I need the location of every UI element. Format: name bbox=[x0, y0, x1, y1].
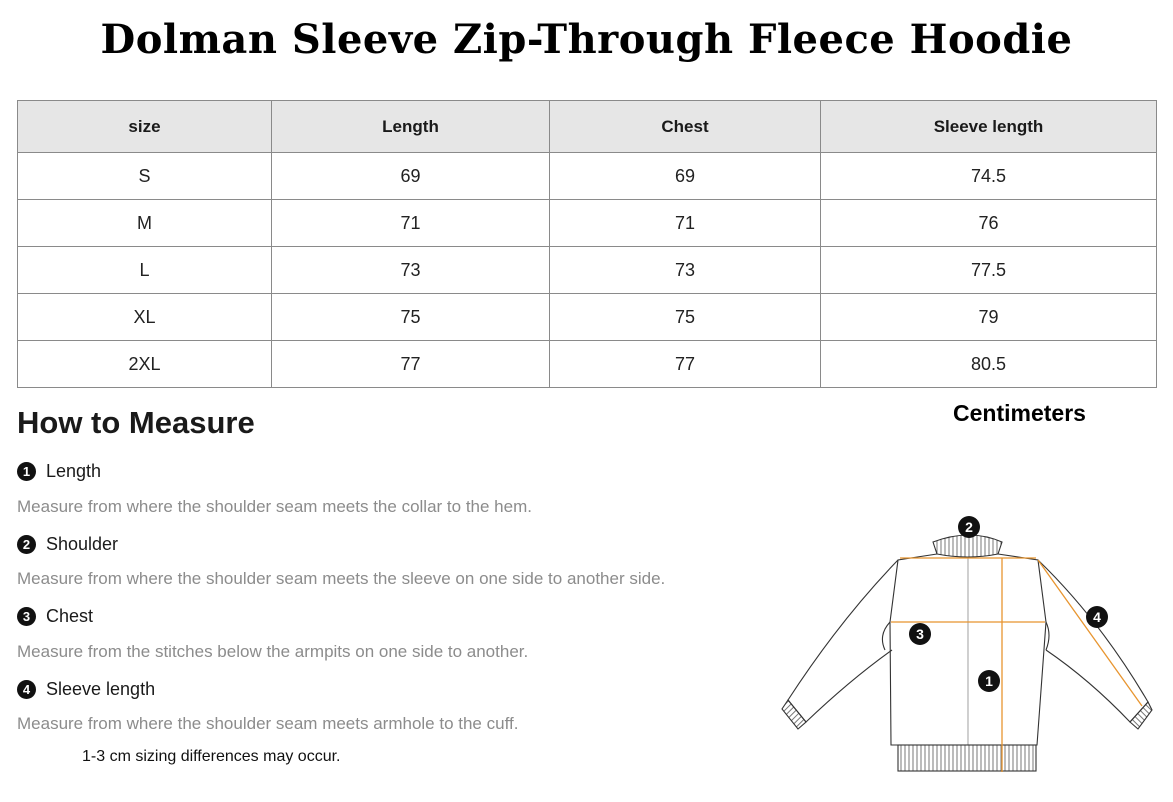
number-2-icon: 2 bbox=[17, 535, 36, 554]
table-header-row bbox=[18, 101, 1157, 153]
measure-description: Measure from where the shoulder seam meets armhole to the cuff. bbox=[17, 714, 519, 733]
header-size: size bbox=[18, 101, 272, 153]
cell-chest: 73 bbox=[550, 247, 821, 294]
cell-chest: 69 bbox=[550, 153, 821, 200]
cell-size: L bbox=[18, 247, 272, 294]
number-4-icon: 4 bbox=[17, 680, 36, 699]
table-row bbox=[18, 153, 1157, 200]
measure-label: Chest bbox=[46, 605, 94, 626]
cell-size: 2XL bbox=[18, 341, 272, 388]
measure-item-chest bbox=[17, 605, 93, 627]
marker-1-icon bbox=[978, 670, 1000, 692]
header-chest: Chest bbox=[550, 101, 821, 153]
hoodie-diagram bbox=[780, 510, 1160, 780]
units-label: Centimeters bbox=[953, 400, 1086, 426]
svg-text:1: 1 bbox=[985, 673, 993, 689]
measure-label: Sleeve length bbox=[46, 678, 156, 699]
hoodie-outline bbox=[788, 535, 1148, 745]
cell-sleeve-length: 77.5 bbox=[821, 247, 1157, 294]
hem-ribbing bbox=[898, 745, 1036, 771]
sizing-note: 1-3 cm sizing differences may occur. bbox=[82, 748, 341, 765]
cell-chest: 77 bbox=[550, 341, 821, 388]
table-row bbox=[18, 294, 1157, 341]
header-length: Length bbox=[272, 101, 550, 153]
cell-chest: 75 bbox=[550, 294, 821, 341]
svg-text:2: 2 bbox=[965, 519, 973, 535]
how-to-measure-heading: How to Measure bbox=[17, 405, 255, 440]
page-title: Dolman Sleeve Zip-Through Fleece Hoodie bbox=[100, 16, 1073, 63]
cell-chest: 71 bbox=[550, 200, 821, 247]
left-cuff bbox=[782, 700, 806, 729]
measure-lines bbox=[891, 558, 1142, 772]
number-1-icon: 1 bbox=[17, 462, 36, 481]
measure-item-length bbox=[17, 460, 101, 482]
cell-sleeve-length: 74.5 bbox=[821, 153, 1157, 200]
measure-label: Length bbox=[46, 460, 102, 481]
cell-sleeve-length: 80.5 bbox=[821, 341, 1157, 388]
cell-size: XL bbox=[18, 294, 272, 341]
number-3-icon: 3 bbox=[17, 607, 36, 626]
cell-size: M bbox=[18, 200, 272, 247]
cell-size: S bbox=[18, 153, 272, 200]
measure-description: Measure from the stitches below the armpits on one side to another. bbox=[17, 642, 529, 661]
table-row bbox=[18, 247, 1157, 294]
svg-text:4: 4 bbox=[1093, 609, 1101, 625]
cell-length: 71 bbox=[272, 200, 550, 247]
right-cuff bbox=[1130, 702, 1152, 729]
table-row bbox=[18, 341, 1157, 388]
size-chart-table bbox=[17, 100, 1157, 388]
header-sleeve-length: Sleeve length bbox=[821, 101, 1157, 153]
measure-item-sleeve-length bbox=[17, 678, 155, 700]
measure-label: Shoulder bbox=[46, 533, 119, 554]
cell-length: 77 bbox=[272, 341, 550, 388]
svg-text:3: 3 bbox=[916, 626, 924, 642]
table-row bbox=[18, 200, 1157, 247]
measure-description: Measure from where the shoulder seam meets the sleeve on one side to another side. bbox=[17, 569, 666, 588]
measure-item-shoulder bbox=[17, 533, 118, 555]
cell-length: 69 bbox=[272, 153, 550, 200]
cell-sleeve-length: 79 bbox=[821, 294, 1157, 341]
marker-2-icon bbox=[958, 516, 980, 538]
cell-sleeve-length: 76 bbox=[821, 200, 1157, 247]
measure-description: Measure from where the shoulder seam meets the collar to the hem. bbox=[17, 497, 532, 516]
marker-3-icon bbox=[909, 623, 931, 645]
cell-length: 73 bbox=[272, 247, 550, 294]
marker-4-icon bbox=[1086, 606, 1108, 628]
cell-length: 75 bbox=[272, 294, 550, 341]
